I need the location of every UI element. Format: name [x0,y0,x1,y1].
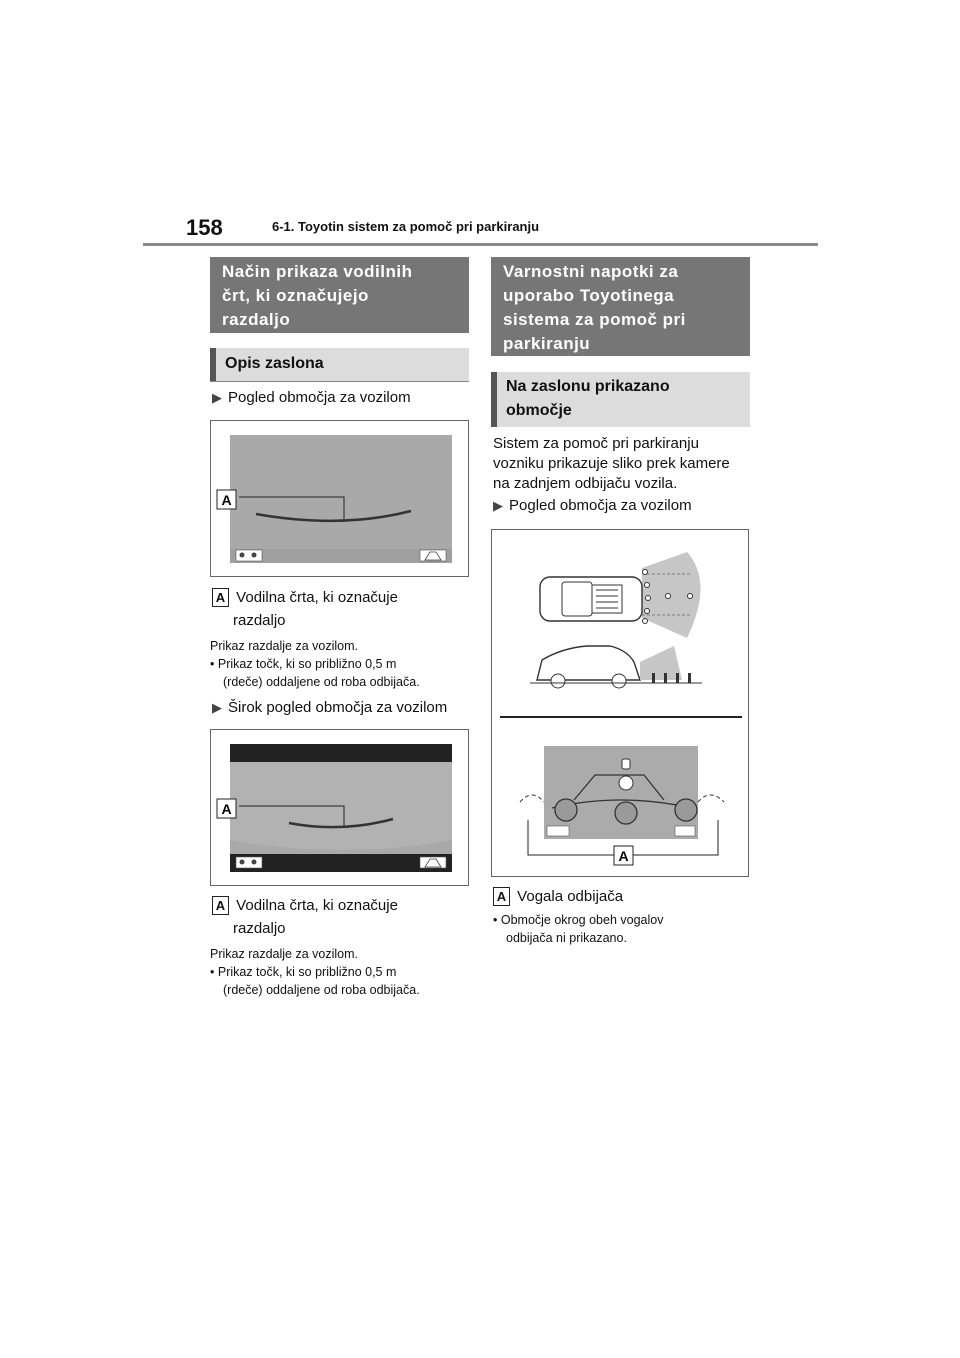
svg-text:A: A [221,801,232,817]
header-rule [143,243,818,246]
right-item: A Vogala odbijača [493,887,755,907]
view2-desc: Prikaz razdalje za vozilom. • Prikaz točk, ki so približno 0,5 m (rdeče) oddaljene od roba odbijača. [210,947,420,997]
svg-text:A: A [221,492,232,508]
chapter-title: 6-1. Toyotin sistem za pomoč pri parkiranju [272,219,540,234]
car-top-view [540,577,642,621]
subsection-title-displayed-area: Na zaslonu prikazano območje [491,372,750,427]
label-a: A [212,896,229,915]
bumper-corner-left [555,799,577,821]
screen-area [230,435,452,563]
view2-title: ▶ Širok pogled območja za vozilom [212,699,448,716]
vehicle-area-illustration [492,530,748,876]
view2-item: A Vodilna črta, ki označuje razdaljo [212,896,470,939]
camera-screen [544,746,698,839]
bumper-corner-right [675,799,697,821]
view1-desc: Prikaz razdalje za vozilom. • Prikaz točk, ki so približno 0,5 m (rdeče) oddaljene od roba odbijača. [210,639,420,689]
car-side-view [537,646,682,688]
section-title-safety: Varnostni napotki za uporabo Toyotinega sistema za pomoč pri parkiranju [491,257,750,356]
page-number: 158 [186,215,223,240]
arrow-right-icon: ▶ [212,390,222,405]
right-bullet: • Območje okrog obeh vogalov odbijača ni prikazano. [493,913,664,945]
arrow-right-icon: ▶ [493,498,503,513]
figure-wide-rear-view [210,729,469,886]
subsection-underline [210,381,469,382]
section-title-guide-lines: Način prikaza vodilnih črt, ki označujejo razdaljo [210,257,469,333]
figure-vehicle-rear-area [491,529,749,877]
figure-rear-view [210,420,469,577]
view1-title: ▶ Pogled območja za vozilom [212,389,411,406]
rear-view-illustration [211,421,468,576]
right-view-title: ▶ Pogled območja za vozilom [493,497,692,514]
label-a: A [212,588,229,607]
intro-paragraph: Sistem za pomoč pri parkiranju vozniku prikazuje sliko prek kamere na zadnjem odbijaču vozila. [493,435,730,492]
svg-text:A: A [618,848,629,864]
view1-item: A Vodilna črta, ki označuje razdaljo [212,588,470,631]
arrow-right-icon: ▶ [212,700,222,715]
label-a: A [493,887,510,906]
subsection-title-screen: Opis zaslona [210,348,469,381]
wide-view-illustration [211,730,468,885]
